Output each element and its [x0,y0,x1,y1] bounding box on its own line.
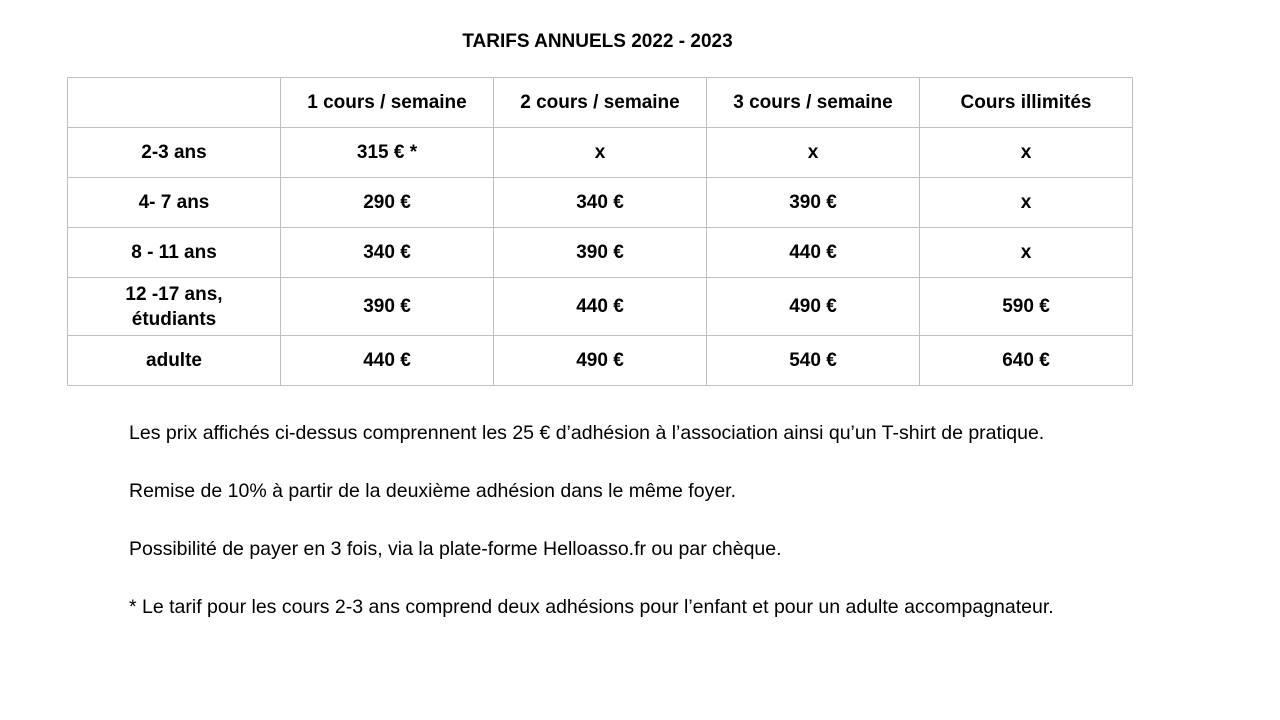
price-cell: 440 € [494,278,707,336]
table-row [68,178,1133,228]
table-row [68,336,1133,386]
row-label-line: 12 -17 ans, [125,283,223,305]
price-cell: 290 € [281,178,494,228]
price-cell: 490 € [494,336,707,386]
header-cell: Cours illimités [920,78,1133,128]
price-cell: 540 € [707,336,920,386]
price-cell: x [920,178,1133,228]
note-membership-included: Les prix affichés ci-dessus comprennent les 25 € d’adhésion à l’association ainsi qu’un T-shirt de pratique. [129,422,1045,444]
price-cell: 340 € [494,178,707,228]
row-label-line: étudiants [131,308,217,330]
price-cell: 390 € [707,178,920,228]
header-cell-empty [68,78,281,128]
row-label: 2-3 ans [68,128,281,178]
price-cell: x [707,128,920,178]
header-cell: 1 cours / semaine [281,78,494,128]
notes-section [129,420,1269,652]
price-cell: x [920,228,1133,278]
table-row [68,228,1133,278]
price-cell: 390 € [494,228,707,278]
pricing-table [67,77,1133,386]
header-cell: 3 cours / semaine [707,78,920,128]
price-cell: 340 € [281,228,494,278]
row-label [68,278,281,336]
price-cell: 490 € [707,278,920,336]
page-title: TARIFS ANNUELS 2022 - 2023 [462,31,733,52]
row-label: adulte [68,336,281,386]
price-cell: 390 € [281,278,494,336]
price-cell: x [920,128,1133,178]
table-row [68,278,1133,336]
price-cell: 640 € [920,336,1133,386]
header-cell: 2 cours / semaine [494,78,707,128]
note-toddler-fee: * Le tarif pour les cours 2-3 ans comprend deux adhésions pour l’enfant et pour un adulte accompagnateur. [129,596,1054,618]
table-row [68,128,1133,178]
table-header-row [68,78,1133,128]
row-label: 8 - 11 ans [68,228,281,278]
price-cell: x [494,128,707,178]
note-payment-options: Possibilité de payer en 3 fois, via la plate-forme Helloasso.fr ou par chèque. [129,538,782,560]
price-cell: 590 € [920,278,1133,336]
note-family-discount: Remise de 10% à partir de la deuxième adhésion dans le même foyer. [129,480,737,502]
price-cell: 315 € * [281,128,494,178]
row-label: 4- 7 ans [68,178,281,228]
price-cell: 440 € [281,336,494,386]
price-cell: 440 € [707,228,920,278]
